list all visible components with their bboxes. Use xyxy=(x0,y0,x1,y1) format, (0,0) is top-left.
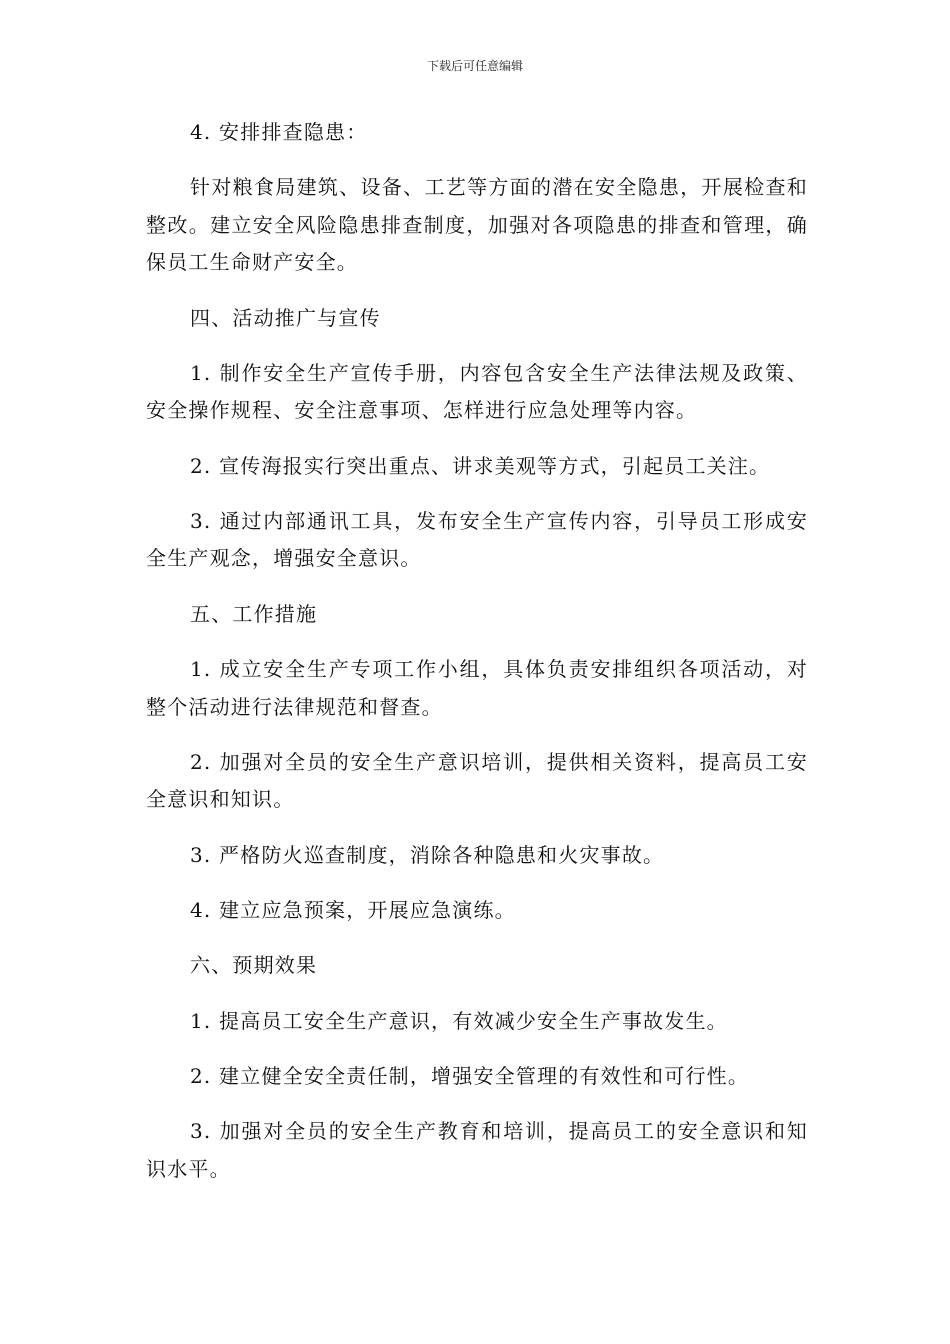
list-item-measures-1: 1. 成立安全生产专项工作小组，具体负责安排组织各项活动，对整个活动进行法律规范和督查。 xyxy=(146,657,808,719)
paragraph-hazard-check: 针对粮食局建筑、设备、工艺等方面的潜在安全隐患，开展检查和整改。建立安全风险隐患排查制度，加强对各项隐患的排查和管理，确保员工生命财产安全。 xyxy=(146,175,808,275)
document-body xyxy=(146,114,808,1206)
list-item-results-1: 1. 提高员工安全生产意识，有效减少安全生产事故发生。 xyxy=(190,1008,728,1033)
list-item-arrange-hazard-check: 4. 安排排查隐患： xyxy=(190,120,368,144)
list-item-promotion-3: 3. 通过内部通讯工具，发布安全生产宣传内容，引导员工形成安全生产观念，增强安全意识。 xyxy=(146,508,808,571)
list-item-results-2: 2. 建立健全安全责任制，增强安全管理的有效性和可行性。 xyxy=(190,1063,750,1088)
list-item-results-3: 3. 加强对全员的安全生产教育和培训，提高员工的安全意识和知识水平。 xyxy=(146,1119,808,1181)
section-heading-promotion: 四、活动推广与宣传 xyxy=(190,305,381,330)
page-header: 下载后可任意编辑 xyxy=(426,59,523,73)
list-item-measures-4: 4. 建立应急预案，开展应急演练。 xyxy=(190,897,516,922)
list-item-promotion-1: 1. 制作安全生产宣传手册，内容包含安全生产法律法规及政策、安全操作规程、安全注意事项、怎样进行应急处理等内容。 xyxy=(146,360,808,423)
section-heading-expected-results: 六、预期效果 xyxy=(190,953,318,978)
list-item-measures-2: 2. 加强对全员的安全生产意识培训，提供相关资料，提高员工安全意识和知识。 xyxy=(146,749,808,812)
section-heading-measures: 五、工作措施 xyxy=(190,601,318,626)
list-item-measures-3: 3. 严格防火巡查制度，消除各种隐患和火灾事故。 xyxy=(190,842,665,867)
list-item-promotion-2: 2. 宣传海报实行突出重点、讲求美观等方式，引起员工关注。 xyxy=(190,453,771,478)
